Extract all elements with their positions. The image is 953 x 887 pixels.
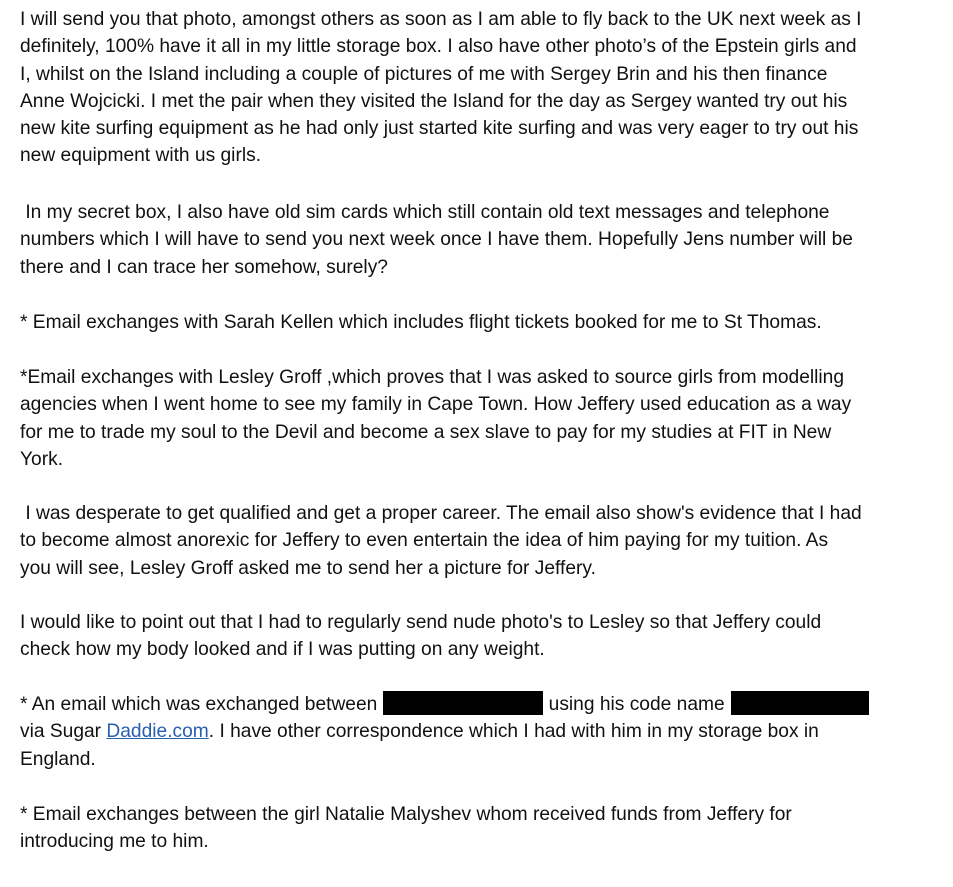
text-segment: . I have other correspondence which I had with him in my storage box in (208, 721, 819, 743)
text-line: In my secret box, I also have old sim cards which still contain old text messages and telephone (20, 202, 830, 223)
text-line: agencies when I went home to see my family in Cape Town. How Jeffery used education as a way (20, 394, 852, 416)
text-segment: * An email which was exchanged between (20, 694, 378, 715)
text-line: I was desperate to get qualified and get a proper career. The email also show's evidence that I had (20, 503, 862, 524)
text-line: *Email exchanges with Lesley Groff ,which proves that I was asked to source girls from modelling (20, 367, 845, 388)
paragraph-sarah-kellen (20, 309, 940, 336)
text-line: new equipment with us girls. (20, 145, 262, 167)
redaction-box (383, 691, 543, 715)
paragraph-career (20, 500, 940, 582)
paragraph-lesley-groff (20, 364, 940, 473)
text-line: * Email exchanges between the girl Natalie Malyshev whom received funds from Jeffery for (20, 804, 792, 825)
text-line: England. (20, 748, 96, 770)
paragraph-photos (20, 6, 940, 170)
text-line: definitely, 100% have it all in my little storage box. I also have other photo’s of the Epstein girls and (20, 36, 857, 58)
text-line: introducing me to him. (20, 831, 209, 853)
text-line: there and I can trace her somehow, surely? (20, 256, 388, 278)
paragraph-sugar-daddie (20, 691, 940, 773)
redaction-box (731, 691, 869, 715)
text-line: to become almost anorexic for Jeffery to even entertain the idea of him paying for my tuition. As (20, 530, 829, 552)
text-line: I, whilst on the Island including a couple of pictures of me with Sergey Brin and his then finance (20, 63, 828, 85)
text-line: numbers which I will have to send you next week once I have them. Hopefully Jens number will be (20, 229, 853, 251)
text-line: Anne Wojcicki. I met the pair when they visited the Island for the day as Sergey wanted try out his (20, 90, 848, 112)
paragraph-natalie (20, 801, 940, 856)
text-line: York. (20, 448, 64, 470)
text-line: check how my body looked and if I was putting on any weight. (20, 639, 545, 661)
text-line: I will send you that photo, amongst others as soon as I am able to fly back to the UK next week as I (20, 9, 862, 30)
text-line: you will see, Lesley Groff asked me to send her a picture for Jeffery. (20, 557, 596, 579)
paragraph-photos-lesley (20, 609, 940, 664)
text-line (20, 718, 940, 745)
text-segment: using his code name (543, 694, 725, 715)
text-line: for me to trade my soul to the Devil and become a sex slave to pay for my studies at FIT in New (20, 421, 832, 443)
text-line: new kite surfing equipment as he had only just started kite surfing and was very eager to try out his (20, 118, 859, 140)
text-line (20, 691, 940, 718)
paragraph-sim-cards (20, 199, 940, 281)
daddie-link[interactable]: Daddie.com (106, 721, 209, 743)
text-line: * Email exchanges with Sarah Kellen which includes flight tickets booked for me to St Thomas. (20, 312, 822, 333)
text-segment: via Sugar (20, 721, 107, 743)
text-line: I would like to point out that I had to regularly send nude photo's to Lesley so that Jeffery could (20, 612, 822, 633)
